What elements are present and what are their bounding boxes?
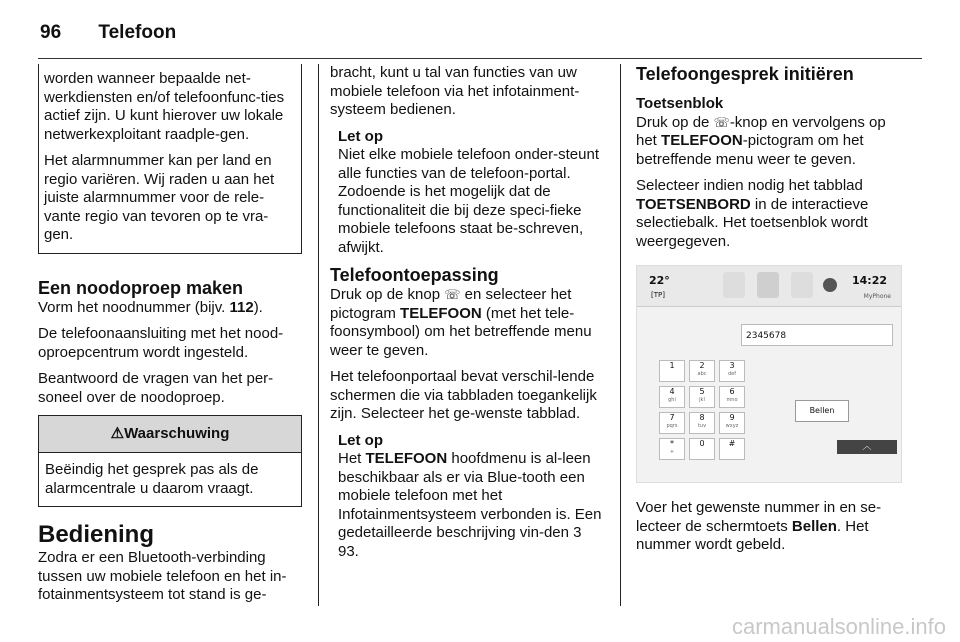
paragraph: Het alarmnummer kan per land en regio variëren. Wij raden u aan het juiste alarmnummer voor de rele-vante regio van tevoren op te vra-gen. [44, 152, 275, 243]
paragraph: Beantwoord de vragen van het per-soneel over de noodoproep. [38, 370, 274, 406]
paragraph: De telefoonaansluiting met het nood-oproepcentrum wordt ingesteld. [38, 325, 284, 361]
warning-icon: ⚠ [110, 425, 125, 442]
note-block [330, 128, 602, 258]
warning-box [38, 415, 302, 507]
screen-temperature: 22° [649, 274, 670, 287]
paragraph: worden wanneer bepaalde net-werkdiensten en/of telefoonfunc-ties actief zijn. U kunt hierover uw lokale netwerkexploitant raadple-gen. [44, 70, 285, 143]
paragraph: Druk op de ☏-knop en vervolgens op het TELEFOON-pictogram om het betreffende menu weer te geven. [636, 113, 886, 168]
keypad-key: 7 pqrs [659, 412, 685, 434]
column-3 [636, 64, 902, 563]
paragraph: bracht, kunt u tal van functies van uw mobiele telefoon via het infotainment-systeem bedienen. [330, 64, 580, 118]
section-heading-telefoontoepassing: Telefoontoepassing [330, 265, 499, 285]
screen-status-bar [637, 266, 901, 307]
paragraph: Zodra er een Bluetooth-verbinding tussen uw mobiele telefoon en het in-fotainmentsysteem tot stand is ge- [38, 549, 287, 603]
phone-icon: ☏ [444, 287, 461, 302]
header-rule [38, 58, 922, 59]
paragraph: Voer het gewenste nummer in en se-lecteer de schermtoets Bellen. Het nummer wordt gebeld. [636, 499, 882, 553]
phone-tab-icon [757, 272, 779, 298]
section-heading-initieren: Telefoongesprek initiëren [636, 64, 854, 84]
keypad-key: # [719, 438, 745, 460]
note-block [330, 432, 602, 562]
section-heading-bediening: Bediening [38, 521, 155, 548]
section-heading-noodoproep: Een noodoproep maken [38, 277, 244, 298]
warning-body: Beëindig het gesprek pas als de alarmcentrale u daarom vraagt. [45, 461, 259, 497]
keypad-key: 5 jkl [689, 386, 715, 408]
page-header [40, 22, 176, 44]
subheading-toetsenblok: Toetsenblok [636, 95, 724, 112]
infotainment-screenshot [636, 265, 902, 483]
apps-tab-icon [823, 278, 837, 292]
keypad-key: 0 [689, 438, 715, 460]
call-button: Bellen [795, 400, 849, 422]
keypad-key: 8 tuv [689, 412, 715, 434]
warning-header [39, 416, 301, 453]
keypad-key: 9 wxyz [719, 412, 745, 434]
warning-title: Waarschuwing [124, 425, 230, 442]
navigation-tab-icon [791, 272, 813, 298]
screen-tp-indicator: [TP] [651, 291, 665, 299]
keypad-key: 2 abc [689, 360, 715, 382]
paragraph: Vorm het noodnummer (bijv. 112). [38, 298, 263, 316]
music-tab-icon [723, 272, 745, 298]
column-2 [330, 64, 602, 569]
page-reference-arrow-icon: 3 [573, 524, 582, 541]
chevron-up-icon: ︿ [837, 440, 897, 454]
keypad-key: 4 ghi [659, 386, 685, 408]
page-number: 96 [40, 22, 62, 43]
note-heading: Let op [338, 431, 383, 449]
paragraph: Het telefoonportaal bevat verschil-lende schermen die via tabbladen toegankelijk zijn. Selecteer het ge-wenste tabblad. [330, 368, 597, 422]
column-divider [318, 64, 319, 606]
screen-clock: 14:22 [851, 274, 887, 287]
keypad-key: 6 mno [719, 386, 745, 408]
paragraph: Druk op de knop ☏ en selecteer het pictogram TELEFOON (met het tele-foonsymbool) om het betreffende menu weer te geven. [330, 286, 592, 359]
note-text: Het TELEFOON hoofdmenu is al-leen beschikbaar als er via Blue-tooth een mobiele telefoon met het Infotainmentsysteem verbonden is. Een gedetailleerde beschrijving vin-den 3 93. [338, 450, 602, 560]
screen-phone-name: MyPhone [863, 293, 891, 300]
keypad-key: 1 [659, 360, 685, 382]
note-heading: Let op [338, 127, 383, 145]
paragraph: Selecteer indien nodig het tabblad TOETSENBORD in de interactieve selectiebalk. Het toetsenblok wordt weergegeven. [636, 177, 869, 250]
keypad [659, 360, 745, 460]
emergency-note-box [38, 64, 302, 254]
column-divider [620, 64, 621, 606]
note-text: Niet elke mobiele telefoon onder-steunt alle functies van de telefoon-portal. Zodoende is het mogelijk dat de functionaliteit die bij deze speci-fieke mobiele telefoons staat be-schreven, afwijkt. [338, 146, 599, 256]
dialed-number-field: 2345678 [741, 324, 893, 346]
keypad-key: 3 def [719, 360, 745, 382]
page-title: Telefoon [98, 22, 177, 43]
keypad-key: * + [659, 438, 685, 460]
phone-icon: ☏ [713, 114, 730, 130]
watermark: carmanualsonline.info [731, 614, 946, 639]
column-1 [38, 64, 302, 613]
